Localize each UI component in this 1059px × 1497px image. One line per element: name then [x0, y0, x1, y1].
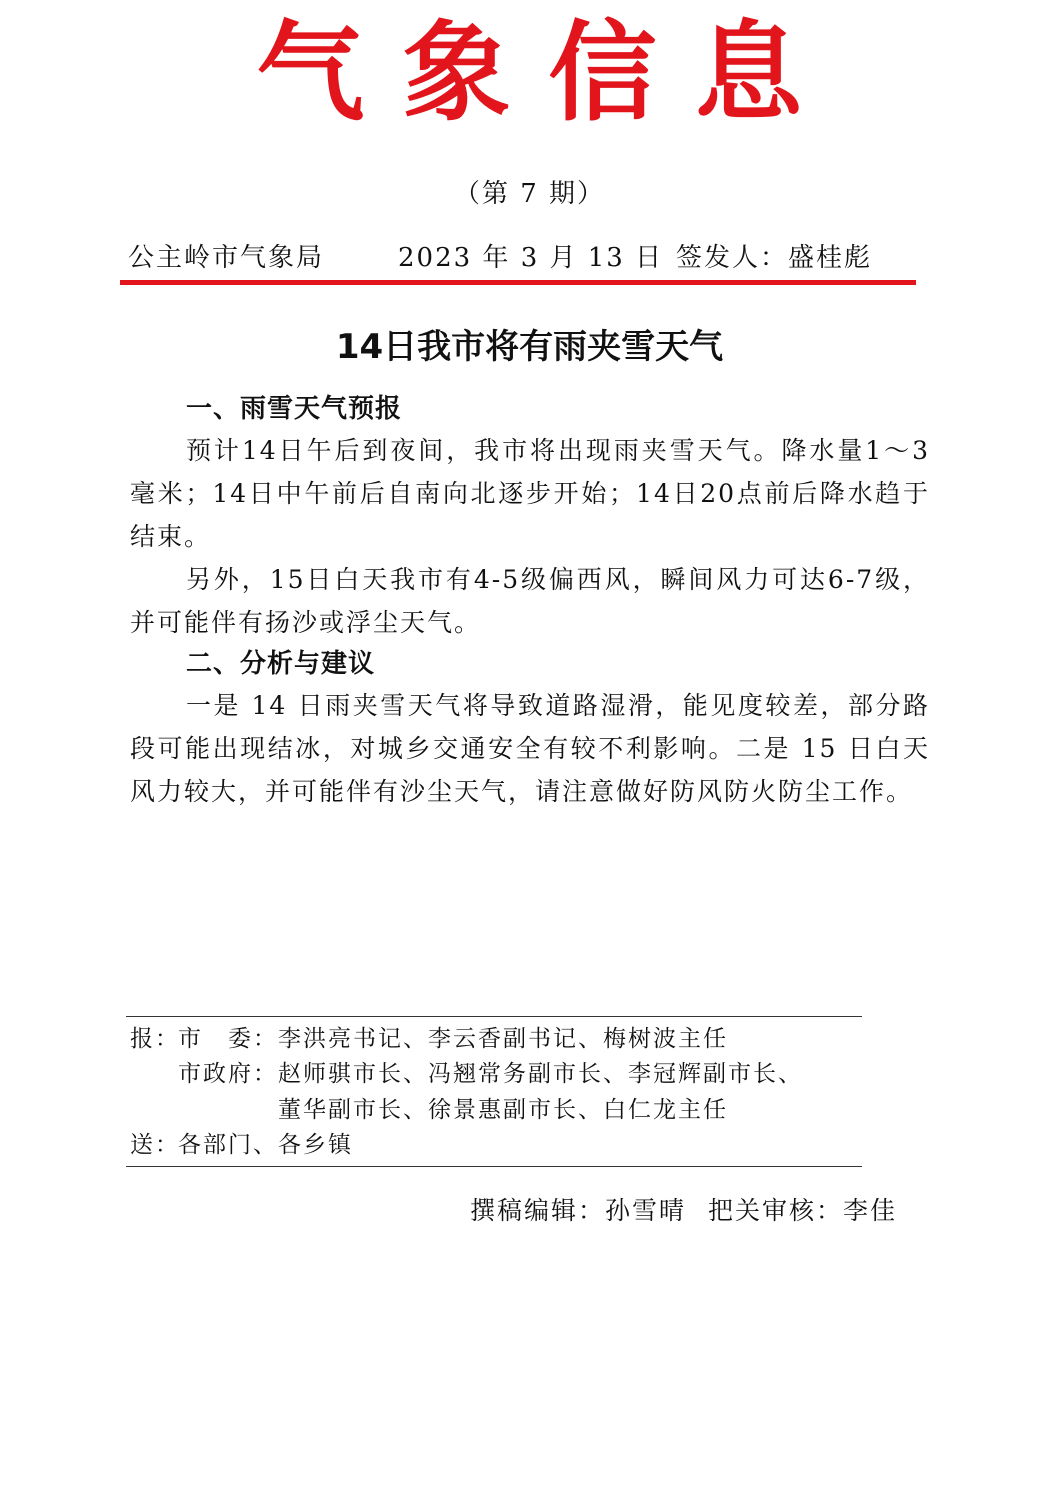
committee-recipients: 李洪亮书记、李云香副书记、梅树波主任 — [278, 1026, 728, 1052]
forecast-paragraph-1: 预计14日午后到夜间，我市将出现雨夹雪天气。降水量1～3毫米；14日中午前后自南向北逐步开始；14日20点前后降水趋于结束。 — [130, 436, 930, 551]
distribution-bottom-rule — [126, 1166, 862, 1167]
red-divider — [120, 280, 916, 285]
issuing-agency: 公主岭市气象局 — [128, 243, 325, 273]
signer: 签发人：盛桂彪 — [676, 243, 873, 273]
report-label: 报： — [130, 1026, 180, 1052]
section-heading-analysis: 二、分析与建议 — [186, 649, 376, 679]
forecast-paragraph-2: 另外，15日白天我市有4-5级偏西风，瞬间风力可达6-7级，并可能伴有扬沙或浮尘天气。 — [130, 565, 930, 637]
writer-credit: 撰稿编辑：孙雪晴 — [470, 1196, 687, 1225]
reviewer-credit: 把关审核：李佳 — [708, 1196, 898, 1225]
government-recipients-line-1: 赵师骐市长、冯翘常务副市长、李冠辉副市长、 — [278, 1061, 803, 1087]
issue-number: （第 7 期） — [453, 179, 606, 209]
page-title: 14日我市将有雨夹雪天气 — [335, 327, 724, 367]
government-label: 市政府： — [178, 1061, 278, 1087]
analysis-paragraph: 一是 14 日雨夹雪天气将导致道路湿滑，能见度较差，部分路段可能出现结冰，对城乡交通安全有较不利影响。二是 15 日白天风力较大，并可能伴有沙尘天气，请注意做好防风防火防尘工作。 — [130, 691, 930, 806]
issue-date: 2023 年 3 月 13 日 — [398, 243, 664, 273]
send-label: 送： — [130, 1132, 180, 1158]
government-recipients-line-2: 董华副市长、徐景惠副市长、白仁龙主任 — [278, 1097, 728, 1123]
section-heading-forecast: 一、雨雪天气预报 — [186, 394, 403, 424]
send-recipients: 各部门、各乡镇 — [178, 1132, 353, 1158]
masthead-title: 气象信息 — [256, 10, 841, 136]
committee-label: 市 委： — [178, 1026, 278, 1052]
distribution-top-rule — [126, 1016, 862, 1017]
